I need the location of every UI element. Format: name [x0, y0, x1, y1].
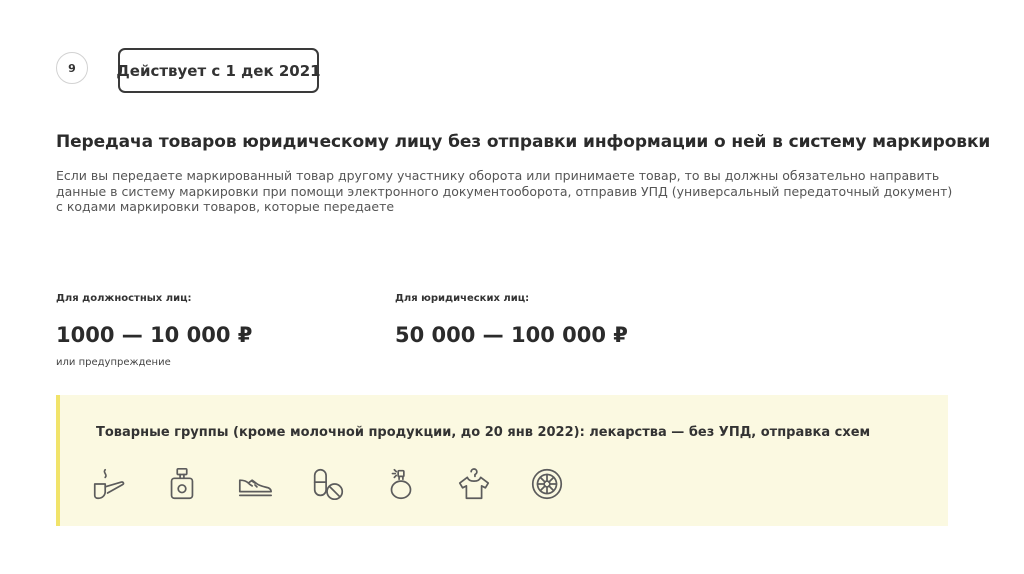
- officials-fine-label: Для должностных лиц:: [56, 293, 192, 304]
- perfume-icon: [163, 465, 201, 503]
- tobacco-pipe-icon: [90, 465, 128, 503]
- effective-date-label: Действует с 1 дек 2021: [116, 61, 321, 80]
- effective-date-badge: [118, 48, 319, 93]
- product-group-icons: [90, 465, 566, 503]
- notice-text: Товарные группы (кроме молочной продукции, до 20 янв 2022): лекарства — без УПД, отправка схем: [96, 425, 871, 440]
- officials-fine-note: или предупреждение: [56, 357, 171, 368]
- sneaker-icon: [236, 465, 274, 503]
- description-text: Если вы передаете маркированный товар другому участнику оборота или принимаете товар, то вы должны обязательно направить данные в систему маркировки при помощи электронного документооборота, отправив УПД (универсальный передаточный документ) с кодами маркировки товаров, которые передаете: [56, 168, 953, 214]
- clothing-shirt-icon: [455, 465, 493, 503]
- product-groups-notice: [56, 395, 948, 526]
- page-title: Передача товаров юридическому лицу без отправки информации о ней в систему маркировки: [56, 132, 991, 152]
- tire-icon: [528, 465, 566, 503]
- legal-fine-amount: 50 000 — 100 000 ₽: [395, 323, 628, 347]
- officials-fine-amount: 1000 — 10 000 ₽: [56, 323, 253, 347]
- legal-fine-label: Для юридических лиц:: [395, 293, 530, 304]
- medicine-pill-icon: [309, 465, 347, 503]
- page-number: 9: [56, 52, 88, 84]
- perfume-bottle-icon: [382, 465, 420, 503]
